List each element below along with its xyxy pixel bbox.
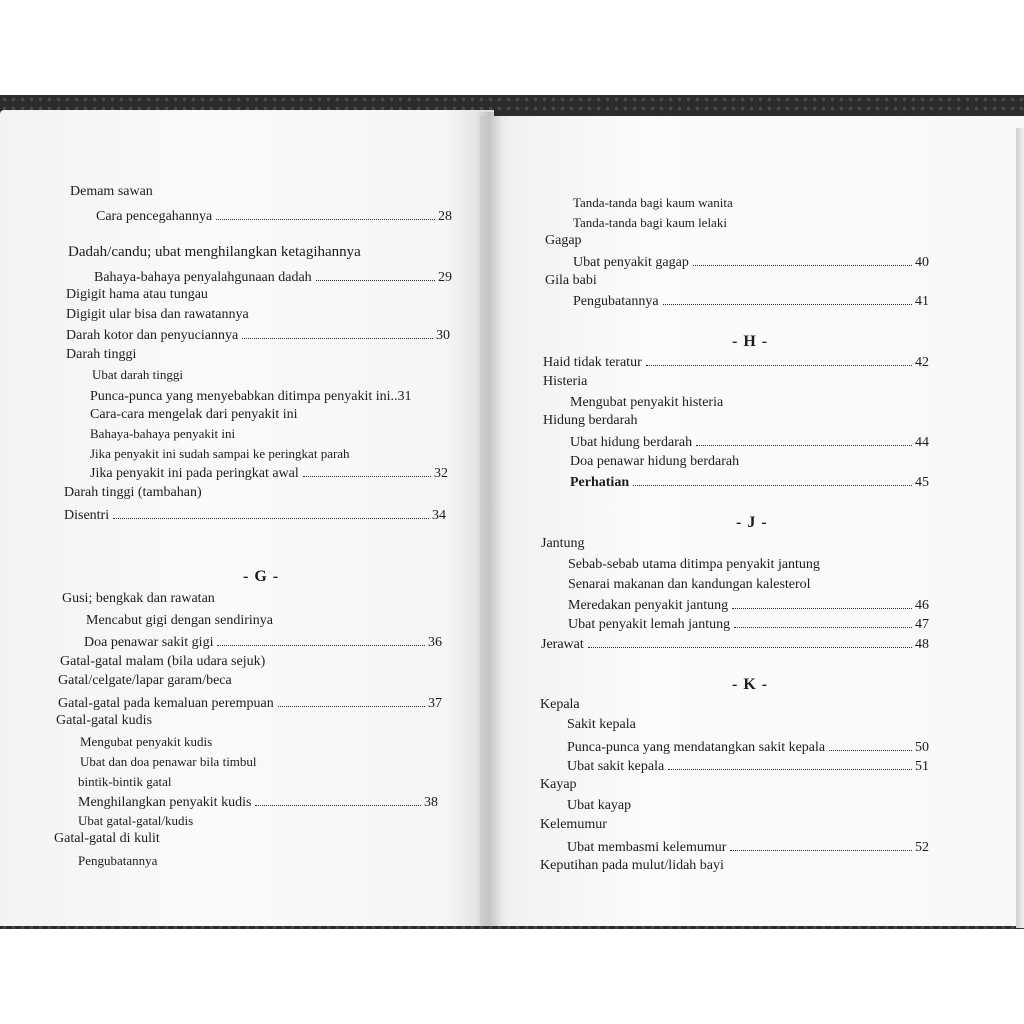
- index-subentry: Ubat hidung berdarah 44: [570, 435, 929, 450]
- page-number: 45: [915, 475, 929, 490]
- index-subentry: Cara pencegahannya 28: [96, 209, 452, 224]
- index-subentry: Punca-punca yang menyebabkan ditimpa penyakit ini..31: [90, 389, 412, 404]
- index-entry: Haid tidak teratur 42: [543, 355, 929, 370]
- index-entry: Keputihan pada mulut/lidah bayi: [540, 858, 724, 873]
- page-number: 48: [915, 637, 929, 652]
- page-number: 50: [915, 740, 929, 755]
- index-subentry: Ubat darah tinggi: [92, 367, 183, 382]
- index-entry: Dadah/candu; ubat menghilangkan ketagihannya: [68, 244, 361, 260]
- index-entry: Darah tinggi: [66, 347, 137, 362]
- index-subentry: Doa penawar sakit gigi 36: [84, 635, 442, 650]
- index-subentry: Doa penawar hidung berdarah: [570, 454, 740, 469]
- index-subentry: Ubat sakit kepala 51: [567, 759, 929, 774]
- index-entry: Demam sawan: [70, 184, 153, 199]
- index-subentry: Meredakan penyakit jantung 46: [568, 598, 929, 613]
- index-subentry: Bahaya-bahaya penyakit ini: [90, 426, 236, 441]
- book-gutter: [476, 112, 502, 926]
- page-number: 28: [438, 209, 452, 224]
- page-edge: [1016, 128, 1024, 928]
- index-entry: Gatal-gatal di kulit: [54, 831, 160, 846]
- index-entry: Darah kotor dan penyuciannya 30: [66, 328, 450, 343]
- index-entry: Kelemumur: [540, 817, 607, 832]
- index-subentry: Ubat dan doa penawar bila timbul: [80, 754, 257, 769]
- index-entry: Hidung berdarah: [543, 413, 638, 428]
- index-subentry: Mengubat penyakit histeria: [570, 395, 724, 410]
- index-subentry: Bahaya-bahaya penyalahgunaan dadah 29: [94, 270, 452, 285]
- index-subentry: Sakit kepala: [567, 717, 636, 732]
- section-heading: - K -: [732, 676, 769, 693]
- page-number: 32: [434, 466, 448, 481]
- index-subentry: Senarai makanan dan kandungan kalesterol: [568, 577, 811, 592]
- index-entry: Gatal/celgate/lapar garam/beca: [58, 673, 232, 688]
- index-subentry: Menghilangkan penyakit kudis 38: [78, 795, 438, 810]
- index-subentry: Pengubatannya 41: [573, 294, 929, 309]
- index-entry: Kayap: [540, 777, 577, 792]
- page-number: 44: [915, 435, 929, 450]
- index-subentry: Tanda-tanda bagi kaum lelaki: [573, 215, 727, 230]
- page-number: 40: [915, 255, 929, 270]
- section-heading: - J -: [736, 514, 768, 531]
- page-number: 30: [436, 328, 450, 343]
- index-entry: Digigit hama atau tungau: [66, 287, 208, 302]
- index-entry: Gagap: [545, 233, 582, 248]
- index-subentry: Punca-punca yang mendatangkan sakit kepala 50: [567, 740, 929, 755]
- index-subentry: Cara-cara mengelak dari penyakit ini: [90, 407, 298, 422]
- index-entry: Digigit ular bisa dan rawatannya: [66, 307, 249, 322]
- index-subentry: Ubat kayap: [567, 798, 632, 813]
- index-entry: Darah tinggi (tambahan): [64, 485, 202, 500]
- index-subentry: Tanda-tanda bagi kaum wanita: [573, 195, 733, 210]
- index-entry: Histeria: [543, 374, 588, 389]
- page-number: 41: [915, 294, 929, 309]
- page-number: 52: [915, 840, 929, 855]
- index-entry: Gatal-gatal malam (bila udara sejuk): [60, 654, 266, 669]
- page-number: 42: [915, 355, 929, 370]
- index-subentry: Mengubat penyakit kudis: [80, 734, 213, 749]
- index-entry: Kepala: [540, 697, 580, 712]
- index-subentry: Ubat gatal-gatal/kudis: [78, 813, 194, 828]
- page-number: 51: [915, 759, 929, 774]
- section-heading: - G -: [243, 568, 280, 585]
- index-entry: Jerawat 48: [541, 637, 929, 652]
- index-entry: Gatal-gatal pada kemaluan perempuan 37: [58, 696, 442, 711]
- page-number: 38: [424, 795, 438, 810]
- index-subentry: Perhatian 45: [570, 475, 929, 490]
- index-subentry: Jika penyakit ini sudah sampai ke peringkat parah: [90, 446, 350, 461]
- index-subentry: bintik-bintik gatal: [78, 774, 172, 789]
- index-entry: Jantung: [541, 536, 585, 551]
- index-entry: Gusi; bengkak dan rawatan: [62, 591, 215, 606]
- index-entry: Disentri 34: [64, 508, 446, 523]
- section-heading: - H -: [732, 333, 769, 350]
- page-number: 29: [438, 270, 452, 285]
- page-number: 47: [915, 617, 929, 632]
- index-subentry: Pengubatannya: [78, 853, 158, 868]
- index-subentry: Mencabut gigi dengan sendirinya: [86, 613, 274, 628]
- index-entry: Gatal-gatal kudis: [56, 713, 153, 728]
- index-subentry: Sebab-sebab utama ditimpa penyakit jantung: [568, 557, 820, 572]
- page-number: 46: [915, 598, 929, 613]
- index-entry: Gila babi: [545, 273, 597, 288]
- page-number: 37: [428, 696, 442, 711]
- index-subentry: Ubat penyakit gagap 40: [573, 255, 929, 270]
- index-subentry: Ubat membasmi kelemumur 52: [567, 840, 929, 855]
- page-number: 34: [432, 508, 446, 523]
- page-number: 36: [428, 635, 442, 650]
- index-subentry: Jika penyakit ini pada peringkat awal 32: [90, 466, 448, 481]
- index-subentry: Ubat penyakit lemah jantung 47: [568, 617, 929, 632]
